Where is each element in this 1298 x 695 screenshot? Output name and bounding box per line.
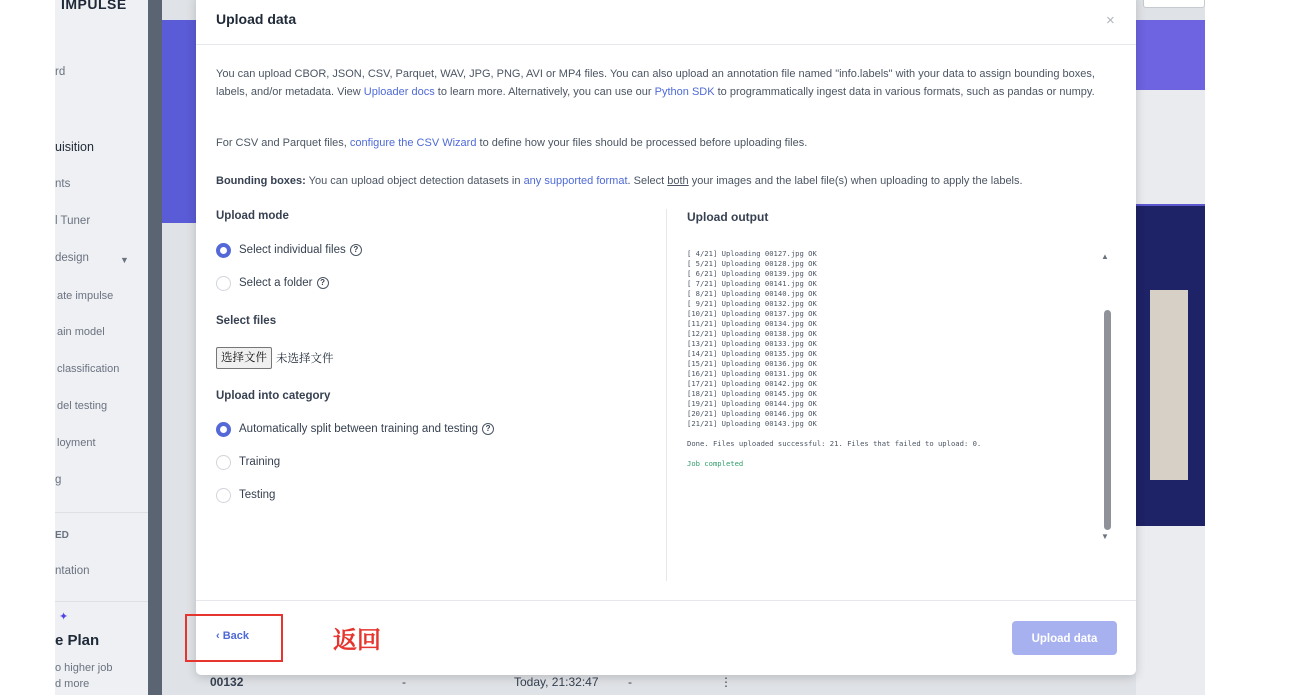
sidebar-divider-2: [55, 601, 148, 602]
supported-format-link[interactable]: any supported format: [523, 175, 628, 187]
log-spacer: [687, 429, 981, 439]
bounding-boxes-paragraph: [216, 173, 1116, 191]
sidebar-item-impulse-design[interactable]: design: [55, 252, 89, 264]
uploader-docs-link[interactable]: Uploader docs: [363, 85, 435, 98]
log-line: [14/21] Uploading 00135.jpg OK: [687, 349, 817, 358]
radio-select-individual-files[interactable]: [216, 241, 362, 259]
modal-header: [196, 0, 1136, 45]
choose-file-button[interactable]: 选择文件: [216, 347, 272, 369]
log-line: [11/21] Uploading 00134.jpg OK: [687, 319, 817, 328]
right-panel-bottom: [1136, 526, 1205, 695]
log-line: [ 4/21] Uploading 00127.jpg OK: [687, 249, 817, 258]
sidebar-item-documentation[interactable]: ntation: [55, 565, 90, 577]
sidebar-item-model-testing[interactable]: del testing: [57, 400, 108, 412]
file-input[interactable]: [216, 347, 334, 369]
help-icon[interactable]: ?: [350, 244, 362, 256]
radio-training[interactable]: [216, 453, 280, 471]
log-line: [ 7/21] Uploading 00141.jpg OK: [687, 279, 817, 288]
top-right-button[interactable]: [1143, 0, 1205, 8]
back-button[interactable]: ‹ Back: [216, 630, 250, 642]
sidebar-divider: [55, 512, 148, 513]
sparkle-icon: ✦: [59, 611, 69, 623]
intro-text-3: to programmatically ingest data in various formats, such as pandas or numpy.: [714, 85, 1095, 98]
radio-label: Select a folder: [239, 277, 313, 289]
log-line: [16/21] Uploading 00131.jpg OK: [687, 369, 817, 378]
radio-select-folder[interactable]: [216, 274, 329, 292]
page-left-margin: [0, 0, 55, 695]
csv-text-2: to define how your files should be processed before uploading files.: [476, 137, 808, 149]
sidebar-item-dashboard[interactable]: rd: [55, 66, 66, 78]
upload-output-title: Upload output: [687, 210, 769, 224]
row-length: -: [628, 675, 632, 689]
close-icon[interactable]: ×: [1106, 12, 1115, 29]
upload-category-title: Upload into category: [216, 390, 331, 402]
radio-auto-split[interactable]: [216, 420, 494, 438]
csv-text: For CSV and Parquet files,: [216, 137, 350, 149]
upload-mode-title: Upload mode: [216, 210, 289, 222]
log-line: [15/21] Uploading 00136.jpg OK: [687, 359, 817, 368]
log-line: [17/21] Uploading 00142.jpg OK: [687, 379, 817, 388]
row-added-time: Today, 21:32:47: [514, 675, 599, 689]
log-line: [19/21] Uploading 00144.jpg OK: [687, 399, 817, 408]
scrollbar-thumb[interactable]: [1104, 310, 1111, 530]
sidebar-item-versioning[interactable]: g: [55, 474, 62, 486]
log-line: [10/21] Uploading 00137.jpg OK: [687, 309, 817, 318]
scroll-up-arrow-icon[interactable]: ▲: [1101, 252, 1109, 261]
upload-data-modal: [196, 0, 1136, 675]
bbox-text-2: . Select: [627, 175, 668, 187]
row-sample-name: 00132: [210, 675, 244, 689]
sidebar-section-label: ED: [55, 530, 69, 541]
radio-label: Testing: [239, 489, 276, 501]
image-preview: [1150, 290, 1188, 480]
log-line: [12/21] Uploading 00138.jpg OK: [687, 329, 817, 338]
help-icon[interactable]: ?: [482, 423, 494, 435]
plan-description: o higher job: [55, 662, 113, 674]
right-card: [1136, 90, 1205, 204]
bbox-text-3: your images and the label file(s) when uploading to apply the labels.: [688, 175, 1023, 187]
radio-label: Select individual files: [239, 244, 346, 256]
log-line: [13/21] Uploading 00133.jpg OK: [687, 339, 817, 348]
radio-checked-icon[interactable]: [216, 422, 231, 437]
intro-text-2: to learn more. Alternatively, you can use our: [434, 85, 655, 98]
log-line: [21/21] Uploading 00143.jpg OK: [687, 419, 817, 428]
column-divider: [666, 209, 667, 581]
sidebar-item-deployment[interactable]: loyment: [57, 437, 96, 449]
csv-wizard-link[interactable]: configure the CSV Wizard: [349, 137, 477, 149]
log-line: [ 5/21] Uploading 00128.jpg OK: [687, 259, 817, 268]
csv-paragraph: [216, 135, 1116, 153]
radio-label: Automatically split between training and testing: [239, 423, 479, 435]
plan-description-2: d more: [55, 678, 90, 690]
app-logo: IMPULSE: [61, 0, 127, 12]
sidebar: [55, 0, 148, 695]
bbox-text: You can upload object detection datasets in: [305, 175, 524, 187]
log-line: [ 6/21] Uploading 00139.jpg OK: [687, 269, 817, 278]
intro-paragraph: [216, 66, 1116, 101]
sidebar-item-eon-tuner[interactable]: l Tuner: [55, 215, 91, 227]
radio-testing[interactable]: [216, 486, 275, 504]
select-files-title: Select files: [216, 315, 277, 327]
bbox-both: both: [667, 175, 689, 187]
file-status: 未选择文件: [276, 353, 334, 365]
footer-divider: [196, 600, 1136, 601]
scroll-down-arrow-icon[interactable]: ▼: [1101, 532, 1109, 541]
help-icon[interactable]: ?: [317, 277, 329, 289]
upload-log: [687, 249, 981, 469]
radio-checked-icon[interactable]: [216, 243, 231, 258]
plan-title: e Plan: [55, 632, 100, 649]
banner-side: [162, 20, 196, 223]
sidebar-item-classification[interactable]: classification: [57, 363, 120, 375]
annotation-label: 返回: [333, 626, 381, 654]
annotation-highlight-box: [185, 614, 283, 662]
overlay-edge: [148, 0, 162, 695]
radio-unchecked-icon[interactable]: [216, 488, 231, 503]
radio-unchecked-icon[interactable]: [216, 276, 231, 291]
sidebar-item-data-acquisition[interactable]: uisition: [55, 140, 94, 154]
chevron-down-icon[interactable]: ▼: [120, 255, 129, 265]
radio-label: Training: [239, 456, 281, 468]
log-line: [ 8/21] Uploading 00140.jpg OK: [687, 289, 817, 298]
log-spacer: [687, 449, 981, 459]
python-sdk-link[interactable]: Python SDK: [654, 85, 715, 98]
sidebar-item-experiments[interactable]: nts: [55, 178, 71, 190]
intro-text: You can upload CBOR, JSON, CSV, Parquet, WAV, JPG, PNG, AVI or MP4 files. You can also upload an annotation file named "info.labels" with your data to assign bounding boxes, labels, and/or metadata. View: [216, 68, 1095, 98]
log-summary-line: Done. Files uploaded successful: 21. Files that failed to upload: 0.: [687, 439, 982, 448]
bounding-boxes-label: Bounding boxes:: [216, 175, 306, 187]
log-line: [20/21] Uploading 00146.jpg OK: [687, 409, 817, 418]
job-completed-line: Job completed: [687, 459, 744, 468]
log-line: [ 9/21] Uploading 00132.jpg OK: [687, 299, 817, 308]
modal-title: Upload data: [216, 11, 297, 27]
page-right-margin: [1205, 0, 1298, 695]
upload-output-console[interactable]: [687, 249, 1087, 564]
row-menu-icon[interactable]: ⋮: [720, 675, 732, 689]
sidebar-item-retrain-model[interactable]: ain model: [57, 326, 105, 338]
log-line: [18/21] Uploading 00145.jpg OK: [687, 389, 817, 398]
sidebar-item-create-impulse[interactable]: ate impulse: [57, 290, 114, 302]
upload-data-button[interactable]: Upload data: [1012, 621, 1117, 655]
radio-unchecked-icon[interactable]: [216, 455, 231, 470]
row-label: -: [402, 675, 406, 689]
